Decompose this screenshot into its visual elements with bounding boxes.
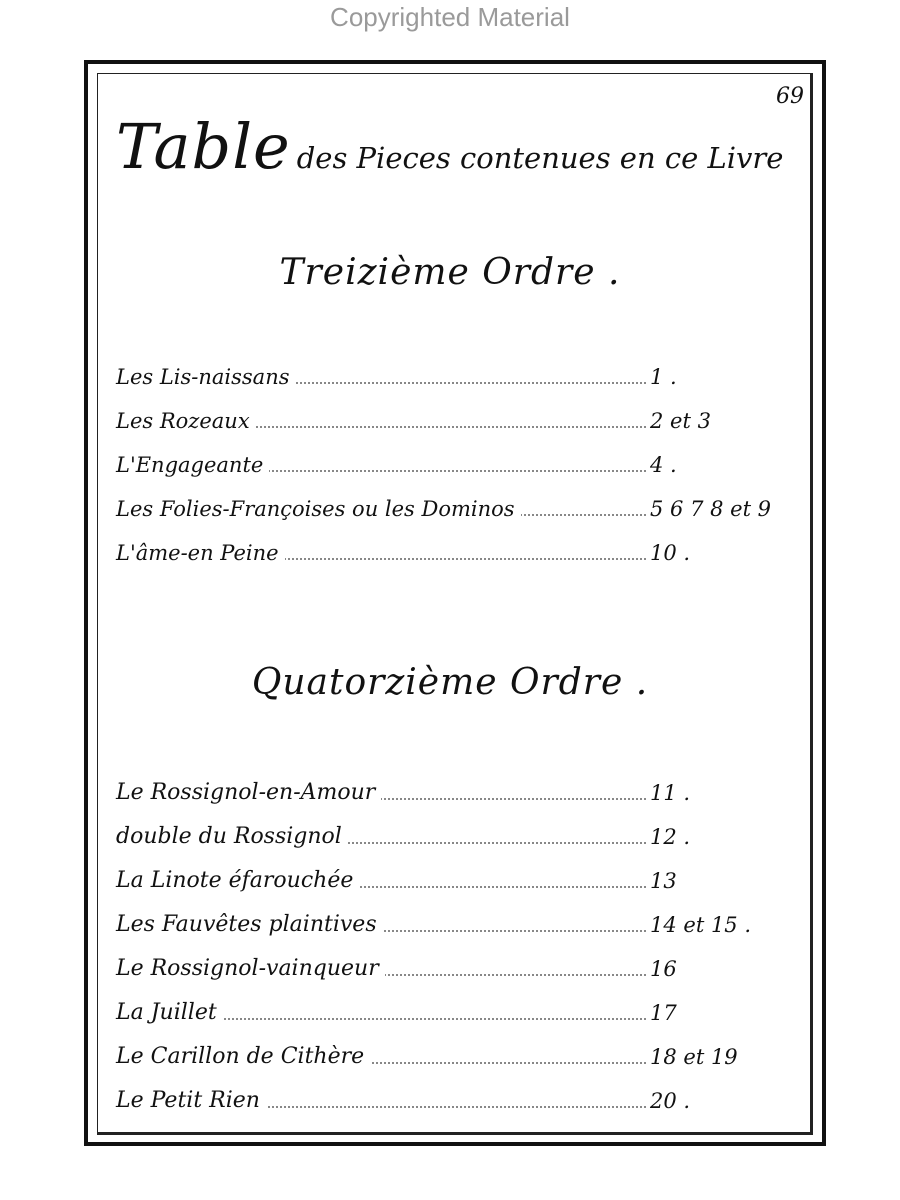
entry-list-treizieme <box>116 364 786 584</box>
entry-title: La Juillet <box>116 1000 223 1026</box>
entry-pages: 18 et 19 <box>646 1044 738 1070</box>
entry-pages: 10 . <box>646 540 690 566</box>
entry-pages: 1 . <box>646 364 677 390</box>
entry-title: L'Engageante <box>116 452 269 478</box>
list-item <box>116 408 786 452</box>
title-rest: des Pieces contenues en ce Livre <box>296 141 784 175</box>
page-number: 69 <box>776 84 804 109</box>
list-item <box>116 1088 786 1132</box>
list-item <box>116 912 786 956</box>
entry-title: Le Rossignol-en-Amour <box>116 780 381 806</box>
entry-pages: 16 <box>646 956 677 982</box>
entry-pages: 2 et 3 <box>646 408 711 434</box>
entry-pages: 4 . <box>646 452 677 478</box>
entry-title: L'âme-en Peine <box>116 540 285 566</box>
list-item <box>116 956 786 1000</box>
watermark-text: Copyrighted Material <box>330 2 570 32</box>
entry-title: La Linote éfarouchée <box>116 868 359 894</box>
list-item <box>116 364 786 408</box>
list-item <box>116 496 786 540</box>
entry-title: Les Fauvêtes plaintives <box>116 912 383 938</box>
list-item <box>116 452 786 496</box>
entry-pages: 20 . <box>646 1088 690 1114</box>
entry-title: Le Carillon de Cithère <box>116 1044 370 1070</box>
entry-pages: 12 . <box>646 824 690 850</box>
entry-title: Les Lis-naissans <box>116 364 296 390</box>
entry-list-quatorzieme <box>116 780 786 1132</box>
list-item <box>116 780 786 824</box>
section-heading-treizieme: Treizième Ordre . <box>279 252 621 293</box>
entry-title: Le Rossignol-vainqueur <box>116 956 385 982</box>
list-item <box>116 1000 786 1044</box>
entry-pages: 11 . <box>646 780 690 806</box>
entry-pages: 13 <box>646 868 677 894</box>
entry-pages: 5 6 7 8 et 9 <box>646 496 771 522</box>
entry-title: Les Rozeaux <box>116 408 256 434</box>
list-item <box>116 1044 786 1088</box>
entry-pages: 17 <box>646 1000 677 1026</box>
page-title <box>116 110 816 183</box>
list-item <box>116 540 786 584</box>
entry-title: Les Folies-Françoises ou les Dominos <box>116 496 521 522</box>
title-main: Table <box>116 110 291 183</box>
section-heading-quatorzieme: Quatorzième Ordre . <box>251 662 649 703</box>
entry-title: double du Rossignol <box>116 824 348 850</box>
list-item <box>116 868 786 912</box>
entry-title: Le Petit Rien <box>116 1088 266 1114</box>
list-item <box>116 824 786 868</box>
entry-pages: 14 et 15 . <box>646 912 751 938</box>
